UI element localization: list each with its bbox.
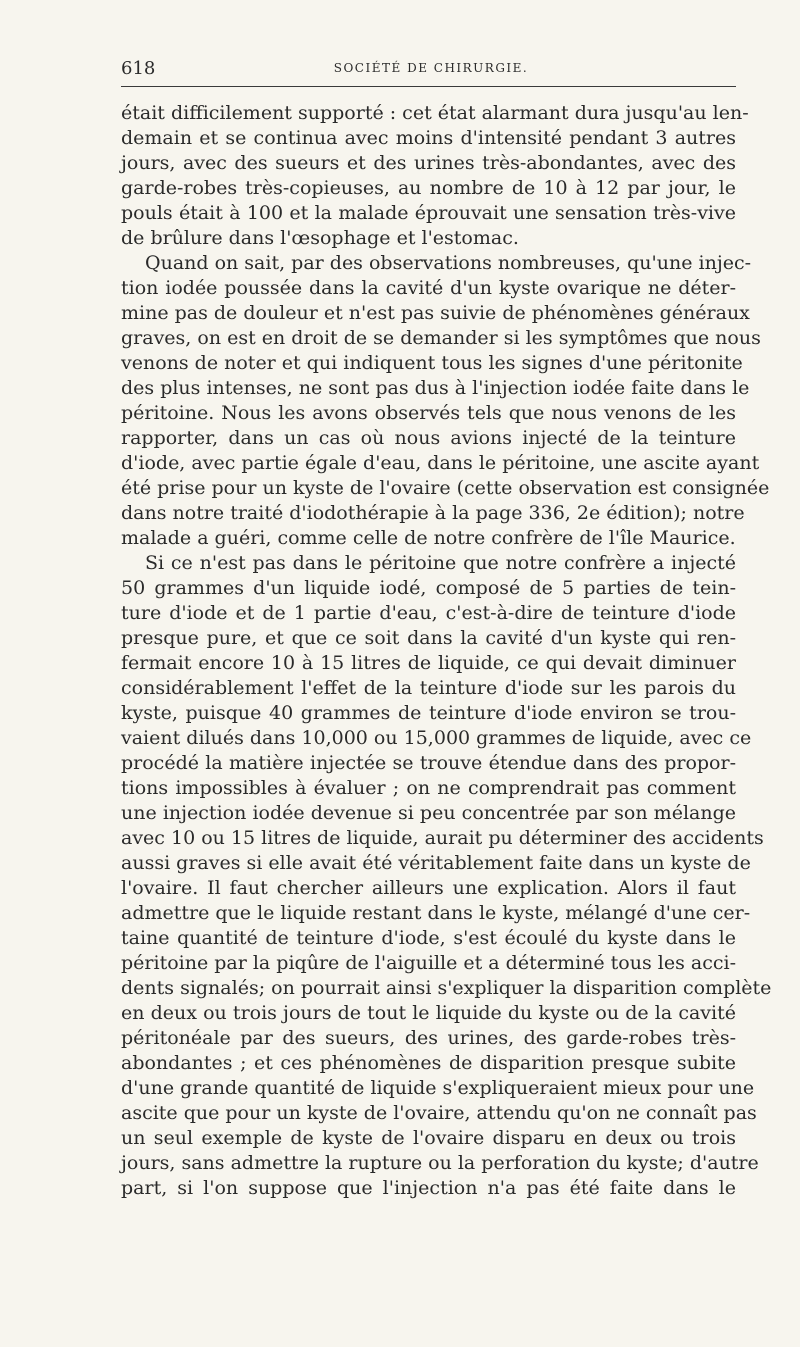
text-line: de brûlure dans l'œsophage et l'estomac. [121, 227, 519, 249]
text-line: vaient dilués dans 10,000 ou 15,000 grammes de liquide, avec ce [121, 727, 752, 749]
text-line: en deux ou trois jours de tout le liquide du kyste ou de la cavité [121, 1002, 736, 1024]
text-line: garde-robes très-copieuses, au nombre de 10 à 12 par jour, le [121, 177, 736, 199]
text-line: d'iode, avec partie égale d'eau, dans le péritoine, une ascite ayant [121, 452, 760, 474]
text-line: jours, sans admettre la rupture ou la perforation du kyste; d'autre [121, 1152, 759, 1174]
text-line: l'ovaire. Il faut chercher ailleurs une explication. Alors il faut [121, 877, 736, 899]
text-line: considérablement l'effet de la teinture d'iode sur les parois du [121, 677, 736, 699]
text-line: rapporter, dans un cas où nous avions injecté de la teinture [121, 427, 736, 449]
text-line: demain et se continua avec moins d'intensité pendant 3 autres [121, 127, 736, 149]
text-line: 50 grammes d'un liquide iodé, composé de 5 parties de tein- [121, 577, 736, 599]
text-line: était difficilement supporté : cet état alarmant dura jusqu'au len- [121, 102, 749, 124]
text-line: presque pure, et que ce soit dans la cavité d'un kyste qui ren- [121, 627, 736, 649]
text-line: mine pas de douleur et n'est pas suivie de phénomènes généraux [121, 302, 750, 324]
text-line: venons de noter et qui indiquent tous les signes d'une péritonite [121, 352, 743, 374]
text-line: dans notre traité d'iodothérapie à la page 336, 2e édition); notre [121, 502, 745, 524]
text-line: péritoine par la piqûre de l'aiguille et a déterminé tous les acci- [121, 952, 736, 974]
text-line: tion iodée poussée dans la cavité d'un kyste ovarique ne déter- [121, 277, 736, 299]
text-line: Si ce n'est pas dans le péritoine que notre confrère a injecté [145, 552, 736, 574]
text-line: kyste, puisque 40 grammes de teinture d'iode environ se trou- [121, 702, 736, 724]
body-text [121, 101, 772, 1201]
text-line: pouls était à 100 et la malade éprouvait une sensation très-vive [121, 202, 736, 224]
running-head: SOCIÉTÉ DE CHIRURGIE. [333, 61, 529, 75]
text-line: admettre que le liquide restant dans le kyste, mélangé d'une cer- [121, 902, 751, 924]
text-line: graves, on est en droit de se demander si les symptômes que nous [121, 327, 761, 349]
text-line: abondantes ; et ces phénomènes de disparition presque subite [121, 1052, 736, 1074]
text-line: ture d'iode et de 1 partie d'eau, c'est-à-dire de teinture d'iode [121, 602, 736, 624]
text-line: part, si l'on suppose que l'injection n'a pas été faite dans le [121, 1177, 736, 1199]
text-line: d'une grande quantité de liquide s'expliqueraient mieux pour une [121, 1077, 755, 1099]
text-line: péritonéale par des sueurs, des urines, des garde-robes très- [121, 1027, 736, 1049]
text-line: malade a guéri, comme celle de notre confrère de l'île Maurice. [121, 527, 736, 549]
text-line: procédé la matière injectée se trouve étendue dans des propor- [121, 752, 736, 774]
text-line: jours, avec des sueurs et des urines très-abondantes, avec des [121, 152, 736, 174]
text-line: un seul exemple de kyste de l'ovaire disparu en deux ou trois [121, 1127, 736, 1149]
text-line: une injection iodée devenue si peu concentrée par son mélange [121, 802, 736, 824]
text-line: Quand on sait, par des observations nombreuses, qu'une injec- [145, 252, 752, 274]
text-line: dents signalés; on pourrait ainsi s'expliquer la disparition complète [121, 977, 772, 999]
text-line: tions impossibles à évaluer ; on ne comprendrait pas comment [121, 777, 736, 799]
text-line: fermait encore 10 à 15 litres de liquide, ce qui devait diminuer [121, 652, 736, 674]
page-header [121, 58, 736, 82]
text-line: taine quantité de teinture d'iode, s'est écoulé du kyste dans le [121, 927, 736, 949]
text-line: été prise pour un kyste de l'ovaire (cette observation est consignée [121, 477, 770, 499]
header-rule [121, 86, 736, 87]
text-line: ascite que pour un kyste de l'ovaire, attendu qu'on ne connaît pas [121, 1102, 757, 1124]
page-number: 618 [121, 58, 156, 79]
text-line: avec 10 ou 15 litres de liquide, aurait pu déterminer des accidents [121, 827, 764, 849]
text-line: aussi graves si elle avait été véritablement faite dans un kyste de [121, 852, 751, 874]
text-line: péritoine. Nous les avons observés tels que nous venons de les [121, 402, 736, 424]
text-line: des plus intenses, ne sont pas dus à l'injection iodée faite dans le [121, 377, 750, 399]
